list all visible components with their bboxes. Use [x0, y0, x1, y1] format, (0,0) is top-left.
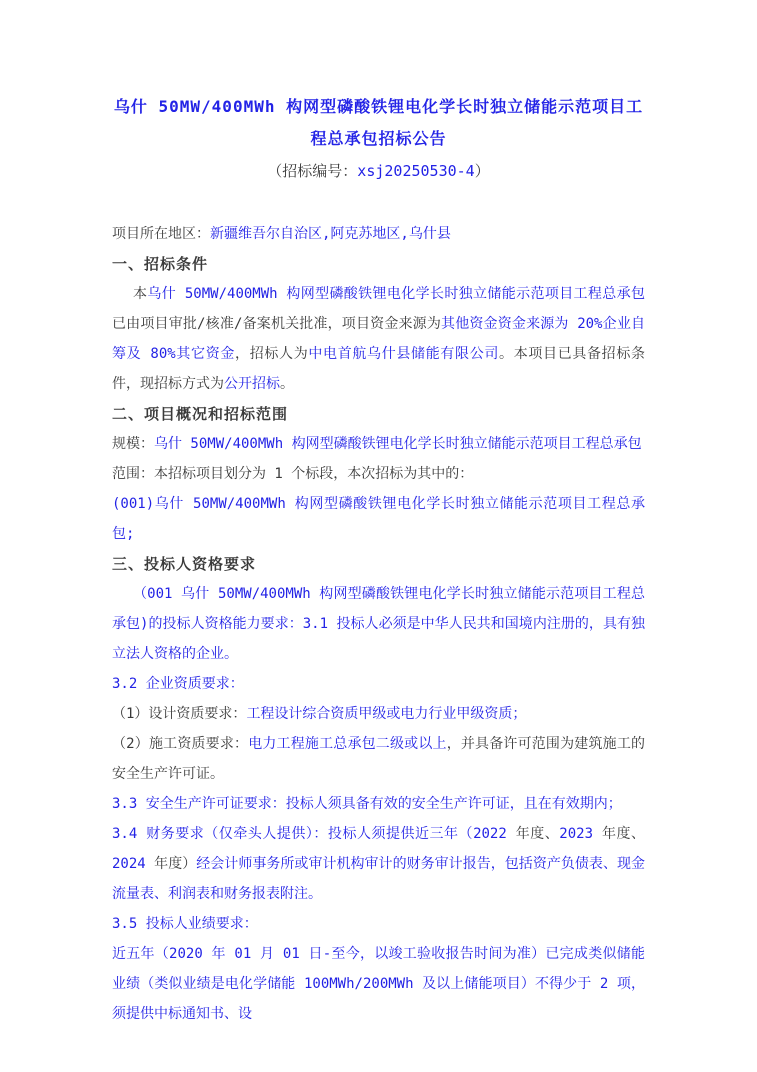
text-run: （1）设计资质要求： [112, 706, 247, 722]
text-run: （招标编号： [267, 162, 358, 180]
text-run: 范围：本招标项目划分为 1 个标段，本次招标为其中的： [112, 466, 474, 482]
text-run: 2023 [559, 826, 602, 842]
text-run: 其他资金资金来源为 20%企业自筹及 80%其它资金 [112, 316, 646, 362]
project-location [112, 219, 645, 249]
paragraph [112, 789, 645, 819]
text-run: （001 乌什 50MW/400MWh 构网型磷酸铁锂电化学长时独立储能示范项目工程总承包)的投标人资格能力要求：3.1 投标人必须是中华人民共和国境内注册的，具有独立法人资格的企业。 [112, 586, 645, 662]
text-run: 年度、 [601, 826, 645, 842]
text-run: 工程设计综合资质甲级或电力行业甲级资质； [246, 706, 527, 722]
text-run: ，并具备许可范围为建筑施工的安全生产许可证。 [112, 736, 645, 782]
text-run: 已由项目审批/核准/备案机关批准，项目资金来源为 [112, 316, 442, 332]
text-run: ） [474, 162, 490, 180]
text-run: 2024 [112, 856, 155, 872]
text-run: 年度） [154, 856, 197, 872]
text-run: 本 [133, 286, 148, 302]
text-run: 乌什 50MW/400MWh 构网型磷酸铁锂电化学长时独立储能示范项目工程总承包 [147, 286, 645, 302]
text-run: 近五年（2020 年 01 月 01 日-至今，以竣工验收报告时间为准）已完成类似储能业绩（类似业绩是电化学储能 100MWh/200MWh 及以上储能项目）不得少于 2 项，须提供中标通知书、设 [112, 946, 645, 1022]
paragraph [112, 279, 645, 399]
text-run: 项目所在地区： [112, 226, 210, 242]
text-run: 一、招标条件 [112, 255, 209, 273]
text-run: 。 [280, 376, 294, 392]
text-run: 电力工程施工总承包二级或以上 [248, 736, 447, 752]
text-run: 。本项目已具备招标条件，现招标方式为 [112, 346, 646, 392]
text-run: （2）施工资质要求： [112, 736, 249, 752]
paragraph [112, 939, 645, 1029]
paragraph [112, 729, 645, 789]
text-run: 3.3 安全生产许可证要求：投标人须具备有效的安全生产许可证，且在有效期内； [112, 796, 622, 812]
section-heading [112, 549, 645, 579]
text-run: 乌什 50MW/400MWh 构网型磷酸铁锂电化学长时独立储能示范项目工程总承包 [154, 436, 642, 452]
text-run: 中电首航乌什县储能有限公司 [308, 346, 500, 362]
text-run: 公开招标 [224, 376, 280, 392]
text-run: 经会计师事务所或审计机构审计的财务审计报告，包括资产负债表、现金流量表、利润表和财务报表附注。 [112, 856, 645, 902]
paragraph [112, 579, 645, 669]
section-heading [112, 399, 645, 429]
document-title [112, 91, 645, 155]
paragraph [112, 699, 645, 729]
paragraph [112, 489, 645, 549]
text-run: 新疆维吾尔自治区,阿克苏地区,乌什县 [210, 226, 451, 242]
paragraph [112, 669, 645, 699]
text-run: 二、项目概况和招标范围 [112, 405, 289, 423]
text-run: 3.4 财务要求（仅牵头人提供）：投标人须提供近三年（ [112, 826, 474, 842]
text-run: 规模： [112, 436, 154, 452]
paragraph [112, 429, 645, 459]
tender-number [112, 155, 645, 187]
paragraph [112, 909, 645, 939]
text-run: 3.2 企业资质要求： [112, 676, 244, 692]
text-run: 乌什 50MW/400MWh 构网型磷酸铁锂电化学长时独立储能示范项目工程总承包招标公告 [113, 97, 644, 148]
text-run: 三、投标人资格要求 [112, 555, 257, 573]
text-run: 年度、 [515, 826, 560, 842]
paragraph [112, 819, 645, 909]
text-run: 3.5 投标人业绩要求： [112, 916, 258, 932]
text-run: 2022 [473, 826, 516, 842]
section-heading [112, 249, 645, 279]
text-run: xsj20250530-4 [357, 162, 475, 180]
text-run: ，招标人为 [235, 346, 309, 362]
text-run: (001)乌什 50MW/400MWh 构网型磷酸铁锂电化学长时独立储能示范项目工程总承包; [112, 496, 645, 542]
paragraph [112, 459, 645, 489]
